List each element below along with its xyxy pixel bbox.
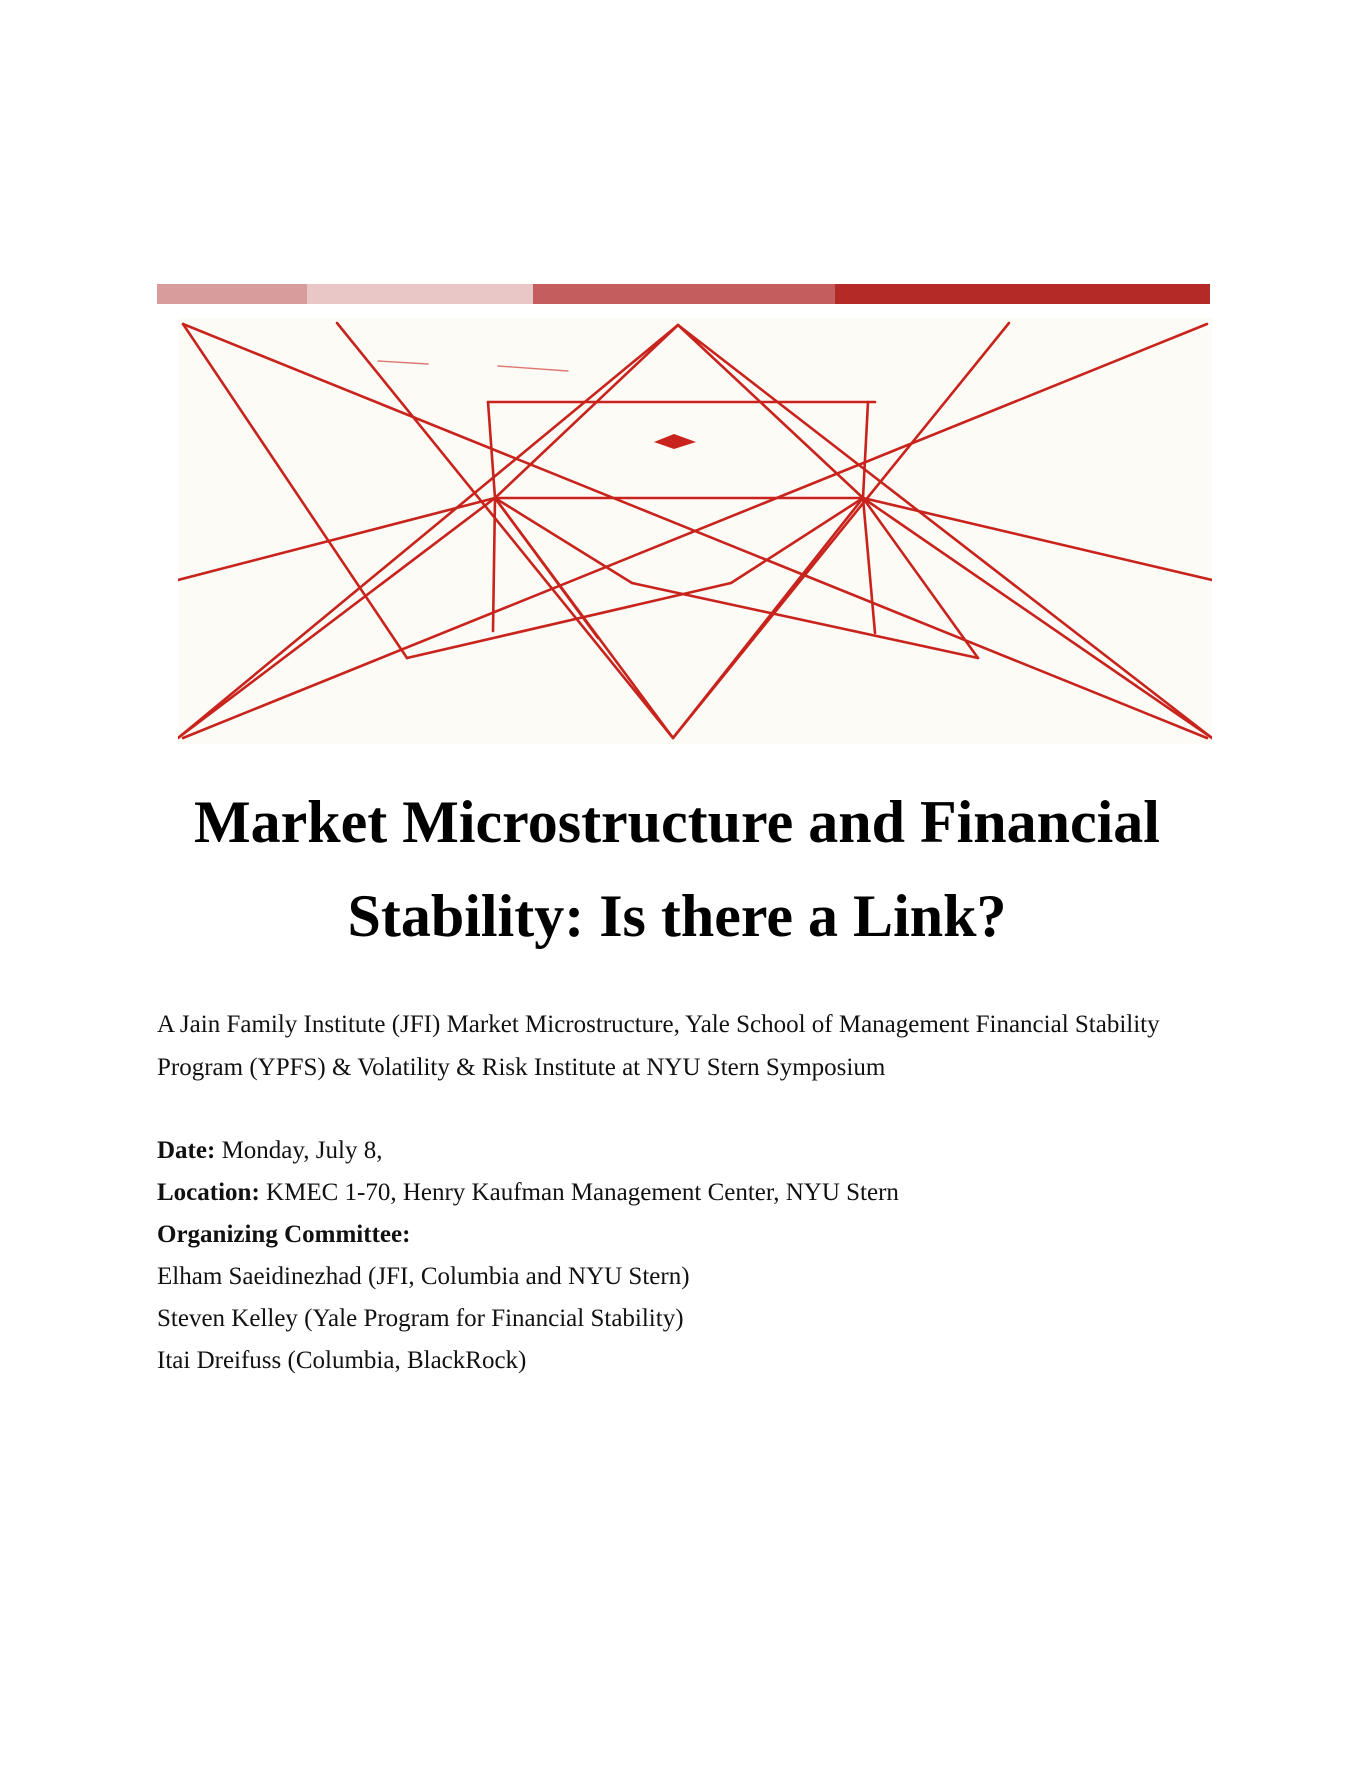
description-line-2: Program (YPFS) & Volatility & Risk Institute at NYU Stern Symposium <box>157 1054 886 1081</box>
description-line-1: A Jain Family Institute (JFI) Market Microstructure, Yale School of Management Financial Stability <box>157 1011 1160 1038</box>
date-label: Date: <box>157 1137 216 1164</box>
location-label: Location: <box>157 1179 260 1206</box>
committee-label: Organizing Committee: <box>157 1221 411 1248</box>
date-row <box>157 1130 1217 1172</box>
title-line-1: Market Microstructure and Financial <box>194 789 1160 855</box>
location-value: KMEC 1-70, Henry Kaufman Management Center, NYU Stern <box>266 1179 899 1206</box>
color-bar-segment <box>157 284 307 304</box>
title-line-2: Stability: Is there a Link? <box>347 883 1007 949</box>
committee-member: Itai Dreifuss (Columbia, BlackRock) <box>157 1347 527 1374</box>
color-bar-segment <box>835 284 1210 304</box>
committee-member: Elham Saeidinezhad (JFI, Columbia and NYU Stern) <box>157 1263 690 1290</box>
symposium-description <box>157 1003 1217 1089</box>
location-row <box>157 1172 1217 1214</box>
line-drawing <box>178 318 1212 744</box>
event-details <box>157 1130 1217 1382</box>
committee-heading-row <box>157 1214 1217 1256</box>
color-bar-segment <box>533 284 835 304</box>
document-title <box>120 775 1234 963</box>
decorative-color-bar <box>157 284 1210 304</box>
color-bar-segment <box>307 284 533 304</box>
date-value: Monday, July 8, <box>221 1137 383 1164</box>
geometric-line-artwork <box>178 318 1212 744</box>
committee-member: Steven Kelley (Yale Program for Financial Stability) <box>157 1305 684 1332</box>
